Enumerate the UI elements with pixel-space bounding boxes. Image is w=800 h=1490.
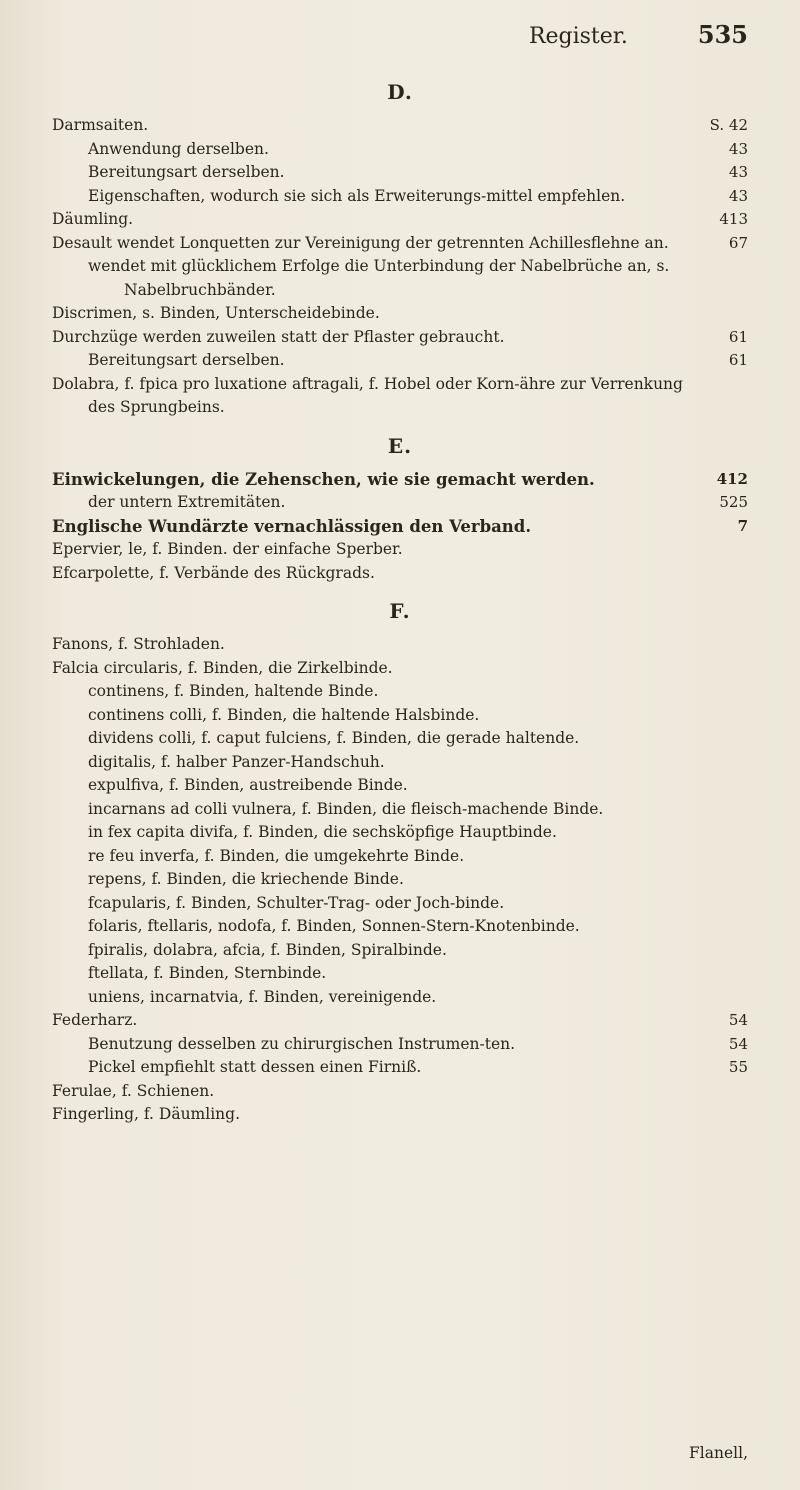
section-letter: F. xyxy=(389,599,411,623)
running-title: Register. xyxy=(528,24,628,49)
entry-text: Ferulae, f. Schienen. xyxy=(52,1081,215,1100)
index-entry xyxy=(52,491,748,515)
index-entry xyxy=(52,962,748,986)
entry-page-ref: 43 xyxy=(728,186,748,205)
entry-text: ftellata, f. Binden, Sternbinde. xyxy=(88,964,327,982)
catchword: Flanell, xyxy=(689,1444,748,1462)
index-entry xyxy=(52,868,748,892)
index-entry xyxy=(52,845,748,869)
index-entry xyxy=(52,774,748,798)
entry-text: Pickel empfiehlt statt dessen einen Firniß. xyxy=(88,1058,422,1076)
entry-page-ref: S. 42 xyxy=(709,116,748,134)
entry-text: folaris, ftellaris, nodofa, f. Binden, Sonnen-Stern-Knotenbinde. xyxy=(88,917,580,935)
entry-text: Falcia circularis, f. Binden, die Zirkelbinde. xyxy=(52,658,393,677)
index-entry xyxy=(52,1103,748,1127)
entry-page-ref: 43 xyxy=(728,163,748,181)
index-entry xyxy=(52,373,748,420)
entry-text: fcapularis, f. Binden, Schulter-Trag- oder Joch-binde. xyxy=(88,893,505,912)
entry-text: Durchzüge werden zuweilen statt der Pflaster gebraucht. xyxy=(52,327,505,346)
index-entry xyxy=(52,751,748,775)
entry-text: Bereitungsart derselben. xyxy=(88,163,285,181)
index-entry xyxy=(52,515,748,539)
index-entry xyxy=(52,562,748,586)
index-entry xyxy=(52,1056,748,1080)
index-entry-list xyxy=(52,114,748,420)
entry-text: der untern Extremitäten. xyxy=(88,493,286,511)
entry-text: dividens colli, f. caput fulciens, f. Binden, die gerade haltende. xyxy=(88,729,580,747)
entry-text: Benutzung desselben zu chirurgischen Instrumen-ten. xyxy=(88,1034,516,1053)
entry-text: digitalis, f. halber Panzer-Handschuh. xyxy=(88,752,385,771)
index-entry xyxy=(52,680,748,704)
index-entry-list xyxy=(52,633,748,1127)
index-entry xyxy=(52,114,748,138)
entry-text: Englische Wundärzte vernachlässigen den Verband. xyxy=(52,516,532,536)
entry-text: uniens, incarnatvia, f. Binden, vereinigende. xyxy=(88,987,437,1006)
entry-page-ref: 413 xyxy=(719,210,748,228)
entry-text: Fingerling, f. Däumling. xyxy=(52,1105,241,1123)
entry-text: Einwickelungen, die Zehenschen, wie sie gemacht werden. xyxy=(52,469,595,489)
index-entry xyxy=(52,821,748,845)
entry-text: continens colli, f. Binden, die haltende Halsbinde. xyxy=(88,705,480,724)
index-entry xyxy=(52,468,748,492)
entry-text: Eigenschaften, wodurch sie sich als Erweiterungs-mittel empfehlen. xyxy=(88,186,626,205)
entry-text: Desault wendet Lonquetten zur Vereinigung der getrennten Achillesflehne an. xyxy=(52,233,669,252)
index-entry xyxy=(52,986,748,1010)
entry-text: Fanons, f. Strohladen. xyxy=(52,635,225,653)
index-entry xyxy=(52,633,748,657)
index-entry xyxy=(52,939,748,963)
entry-text: Dolabra, f. fpica pro luxatione aftragali, f. Hobel oder Korn-ähre zur Verrenkung des Sprungbeins. xyxy=(52,374,683,416)
entry-page-ref: 43 xyxy=(728,139,748,158)
index-entry xyxy=(52,302,748,326)
index-entry xyxy=(52,1080,748,1104)
entry-text: incarnans ad colli vulnera, f. Binden, die fleisch-machende Binde. xyxy=(88,799,604,818)
index-entry xyxy=(52,138,748,162)
entry-text: Anwendung derselben. xyxy=(88,139,269,158)
index-entry xyxy=(52,208,748,232)
index-entry xyxy=(52,1009,748,1033)
entry-page-ref: 7 xyxy=(737,516,748,535)
index-entry xyxy=(52,727,748,751)
entry-text: re feu inverfa, f. Binden, die umgekehrte Binde. xyxy=(88,846,465,865)
entry-page-ref: 55 xyxy=(728,1058,748,1076)
entry-page-ref: 525 xyxy=(719,493,748,511)
entry-text: wendet mit glücklichem Erfolge die Unterbindung der Nabelbrüche an, s. Nabelbruchbänder. xyxy=(88,257,670,299)
section-letter: E. xyxy=(387,433,413,458)
index-entry xyxy=(52,892,748,916)
index-entry xyxy=(52,798,748,822)
index-entry xyxy=(52,915,748,939)
entry-page-ref: 54 xyxy=(728,1011,748,1029)
index-entry xyxy=(52,349,748,373)
index-entry-list xyxy=(52,468,748,586)
entry-text: Darmsaiten. xyxy=(52,116,149,134)
entry-text: Federharz. xyxy=(52,1011,138,1029)
page-number: 535 xyxy=(697,20,748,49)
index-entry xyxy=(52,326,748,350)
entry-text: fpiralis, dolabra, afcia, f. Binden, Spiralbinde. xyxy=(88,940,447,959)
index-entry xyxy=(52,704,748,728)
entry-text: Däumling. xyxy=(52,210,134,228)
index-entry xyxy=(52,657,748,681)
entry-text: Bereitungsart derselben. xyxy=(88,351,285,369)
entry-page-ref: 61 xyxy=(728,351,748,369)
entry-text: expulfiva, f. Binden, austreibende Binde. xyxy=(88,776,408,794)
index-entry xyxy=(52,1033,748,1057)
entry-page-ref: 54 xyxy=(728,1034,748,1053)
index-entry xyxy=(52,538,748,562)
entry-text: in fex capita divifa, f. Binden, die sechsköpfige Hauptbinde. xyxy=(88,823,557,841)
index-sections xyxy=(52,80,748,1127)
index-entry xyxy=(52,161,748,185)
index-entry xyxy=(52,232,748,256)
running-head xyxy=(52,20,748,66)
entry-page-ref: 61 xyxy=(728,327,748,346)
entry-text: Epervier, le, f. Binden. der einfache Sperber. xyxy=(52,540,403,558)
entry-text: repens, f. Binden, die kriechende Binde. xyxy=(88,870,404,888)
entry-text: Efcarpolette, f. Verbände des Rückgrads. xyxy=(52,563,375,582)
section-letter: D. xyxy=(387,80,413,104)
entry-page-ref: 67 xyxy=(728,233,748,252)
entry-text: Discrimen, s. Binden, Unterscheidebinde. xyxy=(52,304,380,322)
index-entry xyxy=(52,185,748,209)
index-entry xyxy=(52,255,748,302)
entry-text: continens, f. Binden, haltende Binde. xyxy=(88,682,379,700)
entry-page-ref: 412 xyxy=(716,469,748,488)
